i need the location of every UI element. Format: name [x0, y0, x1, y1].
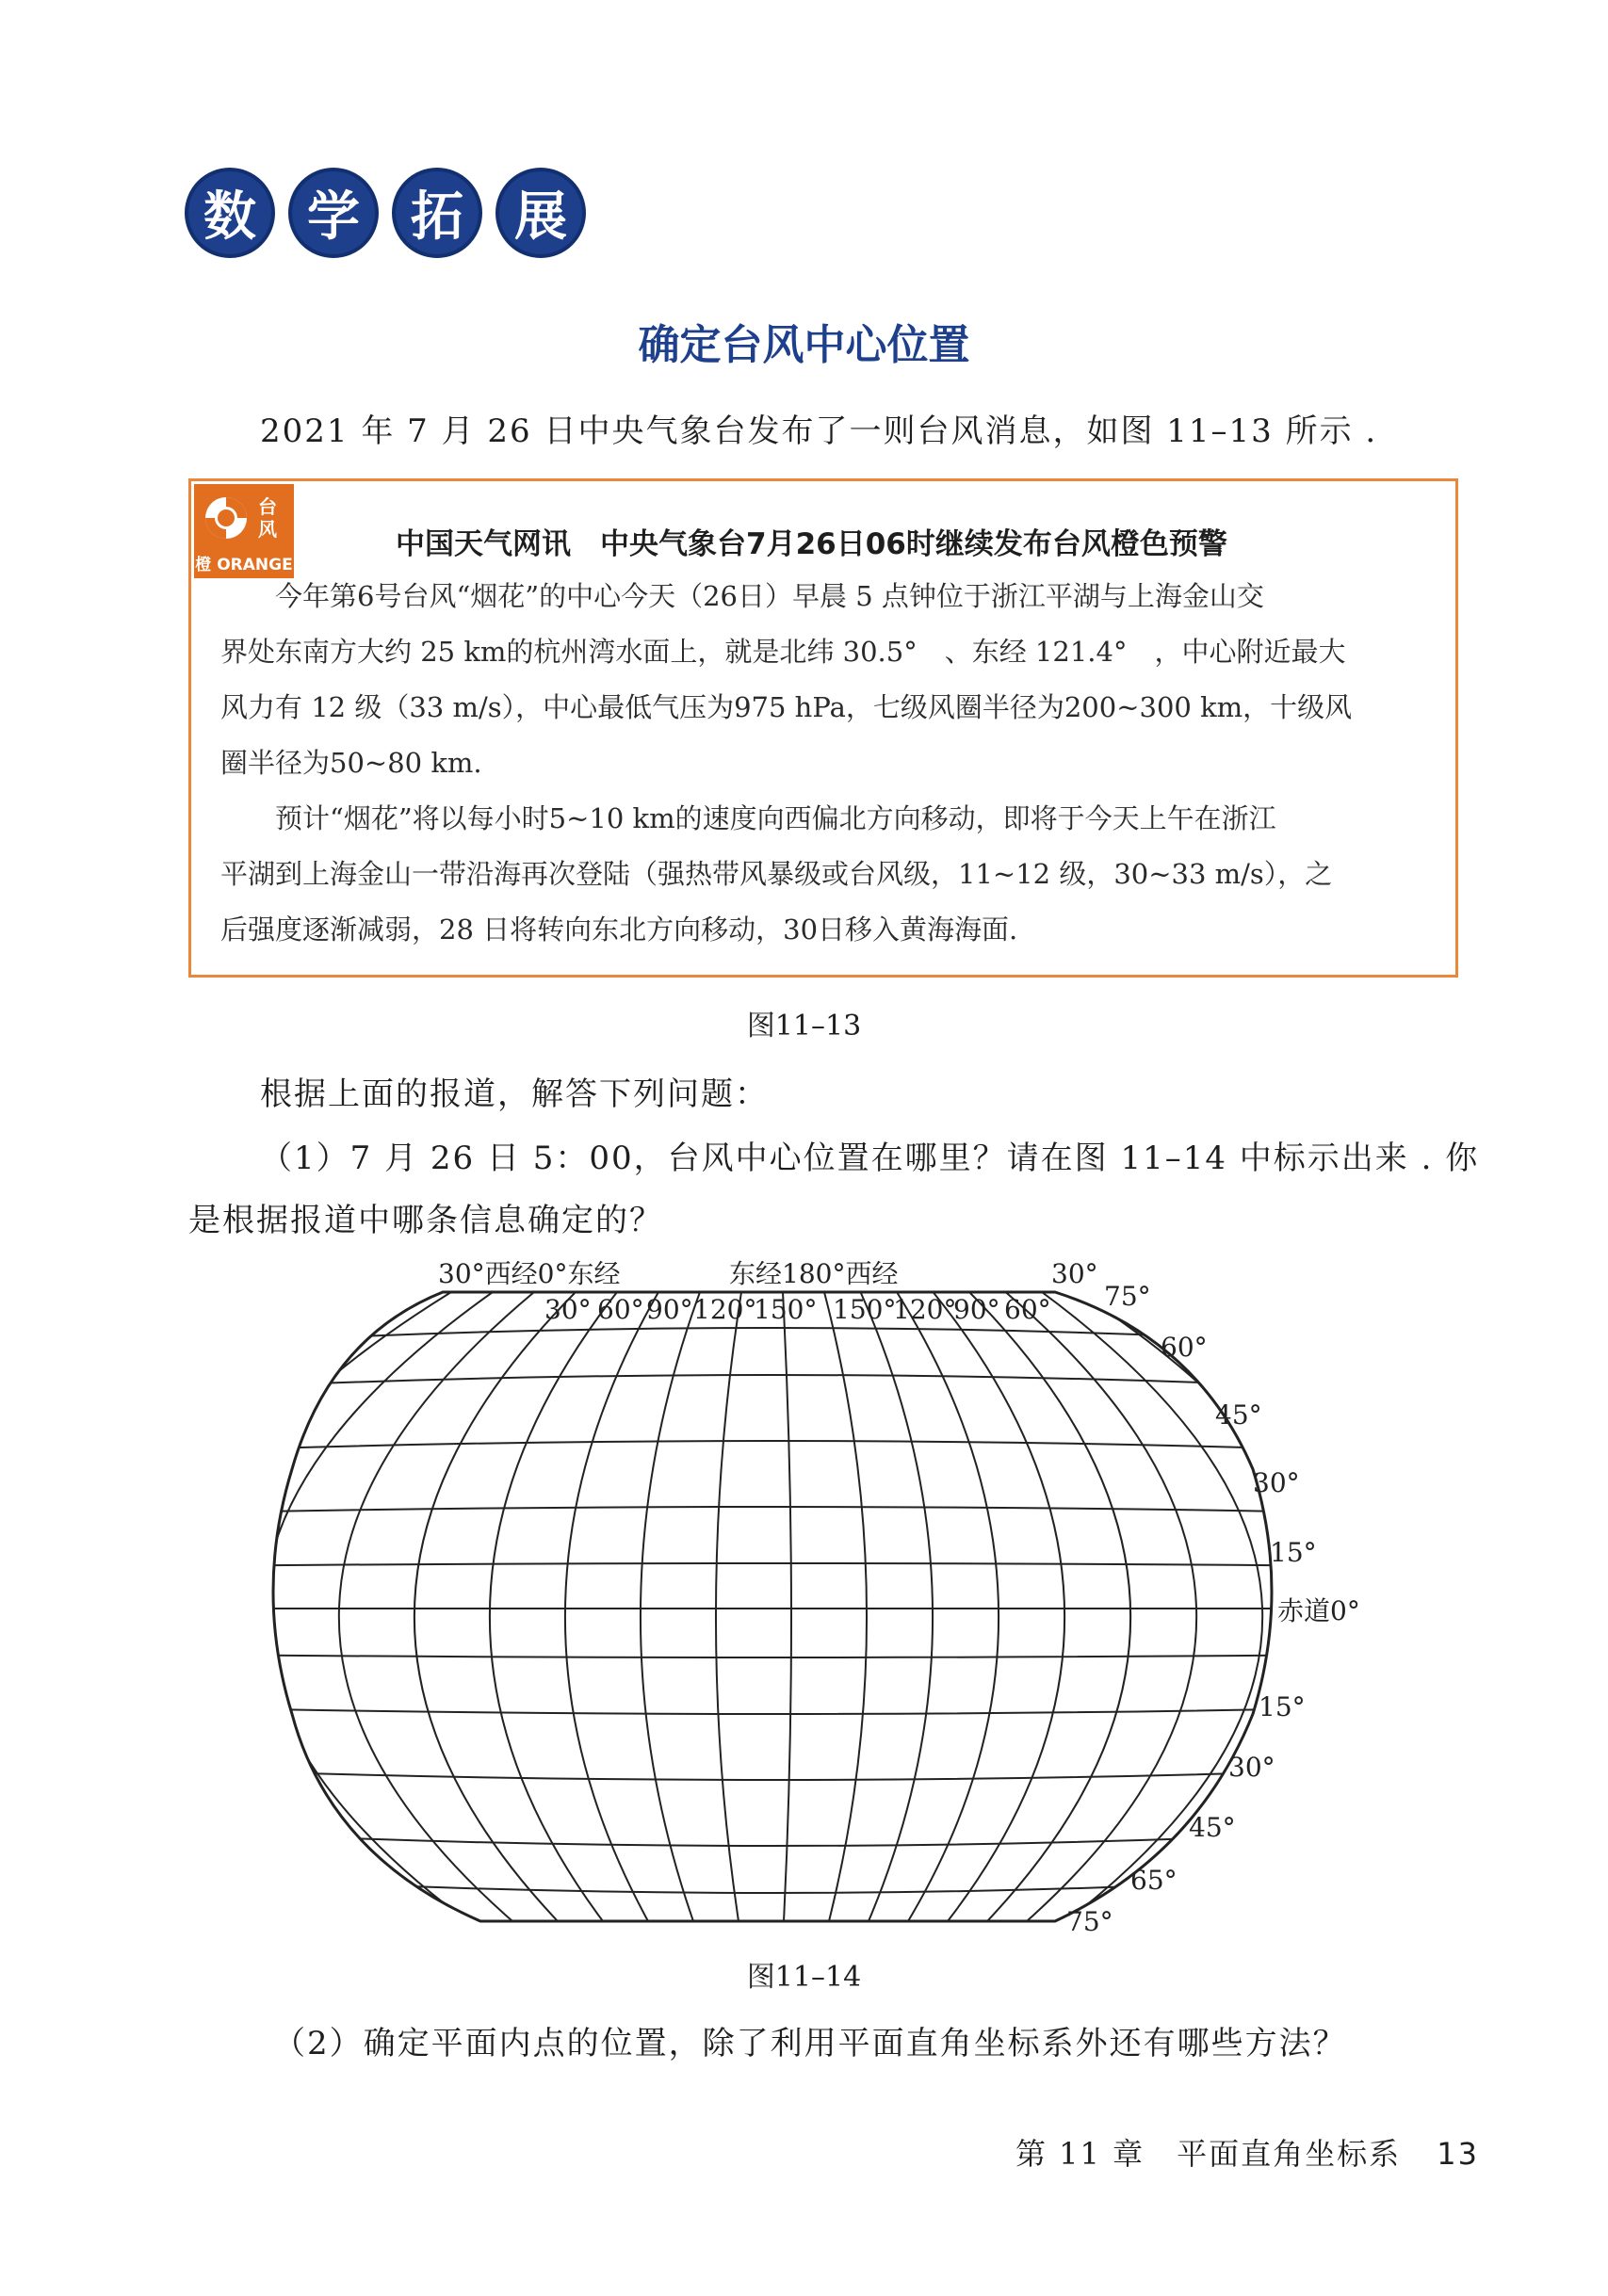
question-2: （2）确定平面内点的位置，除了利用平面直角坐标系外还有哪些方法？: [273, 2025, 1347, 2062]
map-top-label: 30°西经0°东经: [438, 1258, 621, 1289]
lat-label: 75°: [1066, 1906, 1113, 1937]
latitude-line: [188, 1375, 1356, 1389]
latitude-line: [188, 1563, 1356, 1566]
notice-line: 后强度逐渐减弱，28 日将转向东北方向移动，30日移入黄海海面.: [220, 914, 1018, 946]
lon-label: 60°: [1004, 1294, 1051, 1325]
lon-label: 150°: [754, 1294, 818, 1325]
lon-label: 120°: [693, 1294, 757, 1325]
lat-label: 45°: [1215, 1399, 1262, 1431]
longitude-line: [824, 1292, 867, 1921]
notice-line: 平湖到上海金山一带沿海再次登陆（强热带风暴级或台风级，11~12 级，30~33 m/s），之: [220, 858, 1333, 890]
figure-caption-11-13: 图11–13: [746, 1010, 862, 1043]
map-outline: [273, 1292, 1272, 1921]
equator-label: 赤道0°: [1277, 1595, 1360, 1626]
lat-label: 45°: [1189, 1812, 1236, 1843]
lat-label: 30°: [1228, 1752, 1275, 1783]
page-title: 确定台风中心位置: [638, 321, 970, 369]
typhoon-symbol-icon: [200, 492, 252, 544]
badge-char: 学: [288, 168, 379, 258]
map-top-label: 30°: [1051, 1258, 1098, 1289]
lat-label: 65°: [1130, 1865, 1178, 1896]
lon-label: 90°: [953, 1294, 1000, 1325]
notice-line: 预计“烟花”将以每小时5~10 km的速度向西偏北方向移动，即将于今天上午在浙江: [220, 802, 1276, 834]
warning-level-label: 橙 ORANGE: [195, 556, 293, 574]
intro-paragraph: 2021 年 7 月 26 日中央气象台发布了一则台风消息，如图 11–13 所示 .: [260, 412, 1378, 450]
latitude-line: [188, 1507, 1356, 1512]
longitude-line: [1197, 1292, 1545, 1921]
badge-char: 拓: [392, 168, 482, 258]
page-number: 13: [1437, 2136, 1479, 2172]
typhoon-warning-icon: [194, 484, 294, 578]
lat-label: 30°: [1253, 1467, 1300, 1498]
lon-label: 60°: [597, 1294, 644, 1325]
notice-headline: 中国天气网讯 中央气象台7月26日06时继续发布台风橙色预警: [396, 527, 1227, 561]
badge-char: 展: [495, 168, 586, 258]
notice-line: 界处东南方大约 25 km的杭州湾水面上，就是北纬 30.5° 、东经 121.4° ，中心附近最大: [220, 636, 1346, 668]
longitude-line: [1006, 1292, 1197, 1921]
lat-label: 75°: [1104, 1281, 1151, 1312]
latitude-line: [188, 1655, 1356, 1657]
question-1-line-2: 是根据报道中哪条信息确定的？: [188, 1202, 663, 1239]
icon-char: 台: [258, 495, 277, 518]
lat-label: 15°: [1259, 1691, 1306, 1722]
longitude-line: [490, 1292, 617, 1921]
lon-label: 150°: [833, 1294, 897, 1325]
map-top-label: 东经180°西经: [729, 1258, 899, 1289]
world-grid-map: [0, 1253, 1608, 1968]
notice-line: 今年第6号台风“烟花”的中心今天（26日）早晨 5 点钟位于浙江平湖与上海金山交: [220, 580, 1264, 612]
map-grid-lines: [188, 1292, 1608, 1921]
notice-line: 风力有 12 级（33 m/s），中心最低气压为975 hPa，七级风圈半径为200~300 km，十级风: [220, 691, 1353, 723]
section-badges: [185, 168, 586, 258]
latitude-line: [188, 1770, 1356, 1780]
lat-label: 15°: [1270, 1537, 1317, 1568]
chapter-title: 第 11 章 平面直角坐标系: [1015, 2136, 1402, 2172]
question-prompt: 根据上面的报道，解答下列问题：: [260, 1075, 769, 1113]
lon-label: 90°: [646, 1294, 693, 1325]
lon-label: 30°: [544, 1294, 592, 1325]
lat-label: 60°: [1161, 1332, 1208, 1363]
page-footer: [1015, 2130, 1479, 2174]
figure-caption-11-14: 图11–14: [746, 1961, 862, 1994]
badge-char: 数: [185, 168, 275, 258]
longitude-line: [861, 1292, 934, 1921]
lon-label: 120°: [893, 1294, 957, 1325]
longitude-line: [565, 1292, 658, 1921]
question-1-line-1: （1）7 月 26 日 5：00，台风中心位置在哪里？请在图 11–14 中标示出来 . 你: [260, 1140, 1480, 1177]
longitude-line: [969, 1292, 1130, 1921]
icon-char: 风: [258, 518, 277, 541]
longitude-line: [641, 1292, 700, 1921]
latitude-line: [188, 1441, 1356, 1451]
longitude-line: [188, 1292, 451, 1921]
notice-body: [220, 569, 1445, 958]
notice-line: 圈半径为50~80 km.: [220, 747, 482, 779]
longitude-line: [264, 1292, 493, 1921]
longitude-line: [716, 1292, 741, 1921]
longitude-line: [783, 1292, 791, 1921]
longitude-line: [897, 1292, 999, 1921]
longitude-line: [339, 1292, 534, 1921]
latitude-line: [188, 1876, 1356, 1893]
